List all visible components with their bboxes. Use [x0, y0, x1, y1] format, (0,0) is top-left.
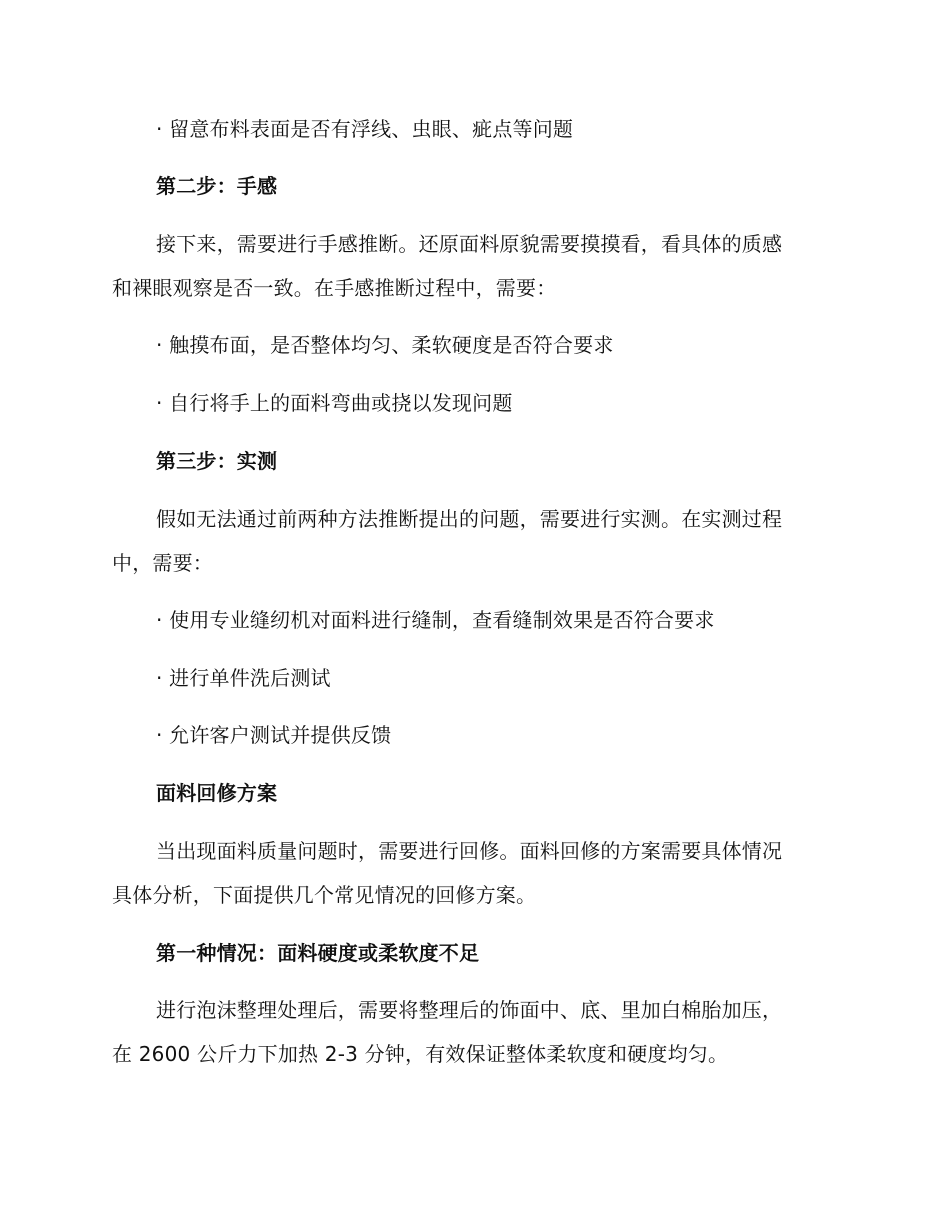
- bullet-customer-feedback: · 允许客户测试并提供反馈: [156, 723, 392, 747]
- bullet-sewing-test: · 使用专业缝纫机对面料进行缝制，查看缝制效果是否符合要求: [156, 608, 715, 632]
- paragraph-repair-intro-line-1: 当出现面料质量问题时，需要进行回修。面料回修的方案需要具体情况: [156, 839, 783, 863]
- paragraph-touch-intro-line-2: 和裸眼观察是否一致。在手感推断过程中，需要：: [112, 276, 557, 300]
- heading-step-two-touch: 第二步：手感: [156, 174, 278, 198]
- paragraph-repair-intro-line-2: 具体分析，下面提供几个常见情况的回修方案。: [112, 883, 537, 907]
- heading-case-one: 第一种情况：面料硬度或柔软度不足: [156, 941, 480, 965]
- paragraph-test-intro-line-2: 中，需要：: [112, 551, 213, 575]
- paragraph-test-intro-line-1: 假如无法通过前两种方法推断提出的问题，需要进行实测。在实测过程: [156, 507, 783, 531]
- paragraph-case-one-line-2: 在 2600 公斤力下加热 2-3 分钟，有效保证整体柔软度和硬度均匀。: [112, 1042, 729, 1066]
- bullet-wash-test: · 进行单件洗后测试: [156, 666, 331, 690]
- bullet-bend-fabric: · 自行将手上的面料弯曲或挠以发现问题: [156, 391, 513, 415]
- heading-step-three-test: 第三步：实测: [156, 449, 278, 473]
- bullet-check-surface-defects: · 留意布料表面是否有浮线、虫眼、疵点等问题: [156, 117, 574, 141]
- paragraph-case-one-line-1: 进行泡沫整理处理后，需要将整理后的饰面中、底、里加白棉胎加压，: [156, 998, 783, 1022]
- heading-fabric-repair-plan: 面料回修方案: [156, 781, 278, 805]
- bullet-touch-surface: · 触摸布面，是否整体均匀、柔软硬度是否符合要求: [156, 333, 614, 357]
- paragraph-touch-intro-line-1: 接下来，需要进行手感推断。还原面料原貌需要摸摸看，看具体的质感: [156, 232, 783, 256]
